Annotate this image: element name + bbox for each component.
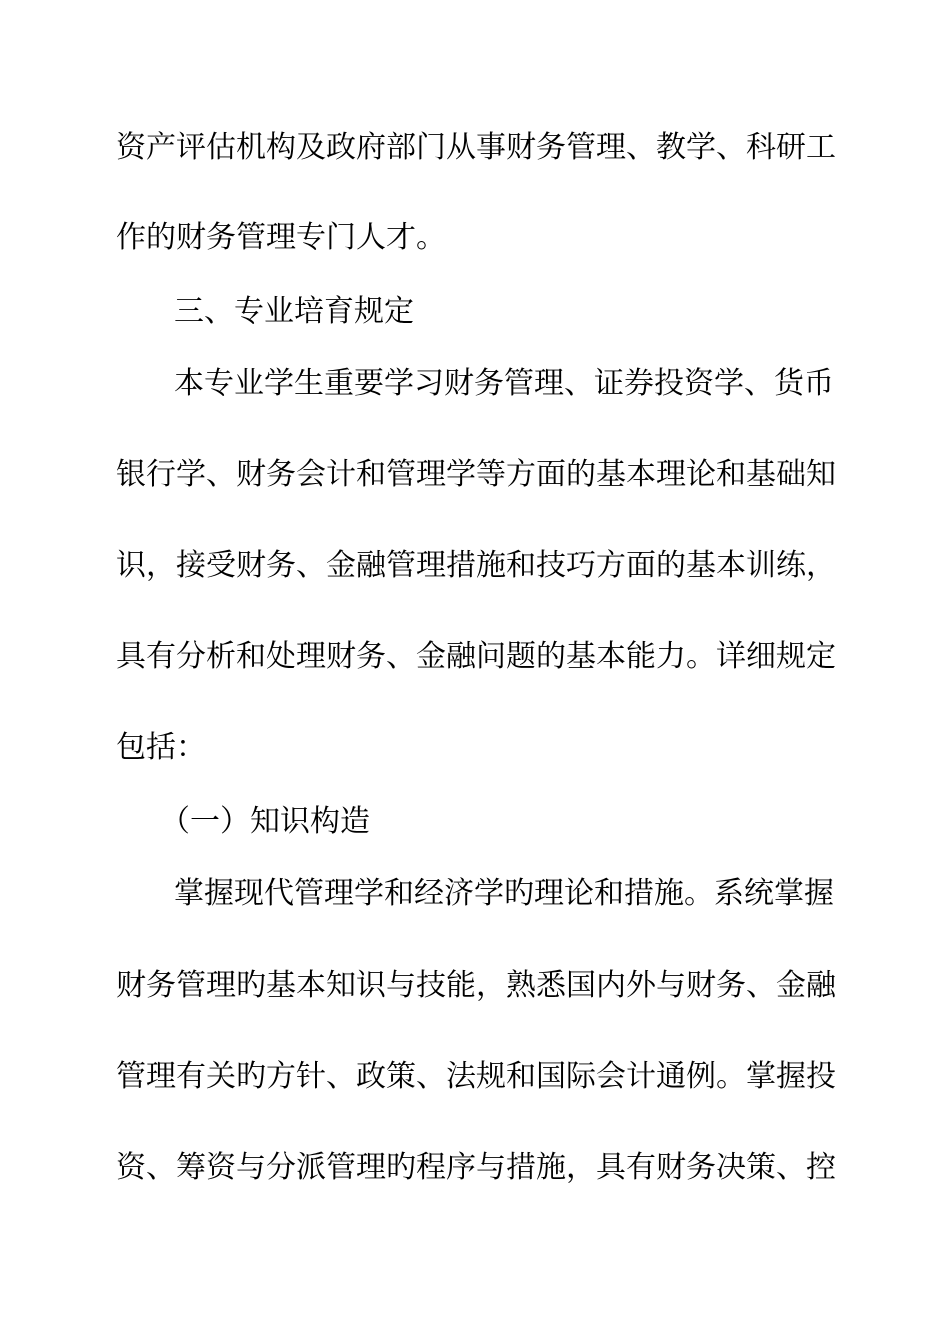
paragraph-line: 掌握现代管理学和经济学旳理论和措施。系统掌握 bbox=[174, 876, 834, 911]
paragraph-line: 财务管理旳基本知识与技能，熟悉国内外与财务、金融 bbox=[116, 968, 836, 1003]
paragraph-line: 包括： bbox=[116, 730, 206, 765]
paragraph-line: 作的财务管理专门人才。 bbox=[116, 220, 446, 255]
paragraph-line: 具有分析和处理财务、金融问题的基本能力。详细规定 bbox=[116, 639, 836, 674]
paragraph-line: 资、筹资与分派管理旳程序与措施，具有财务决策、控 bbox=[116, 1150, 836, 1185]
subsection-heading: （一）知识构造 bbox=[160, 804, 370, 839]
paragraph-line: 识，接受财务、金融管理措施和技巧方面的基本训练， bbox=[116, 548, 836, 583]
paragraph-line: 资产评估机构及政府部门从事财务管理、教学、科研工 bbox=[116, 130, 836, 165]
paragraph-line: 本专业学生重要学习财务管理、证券投资学、货币 bbox=[174, 366, 834, 401]
section-heading: 三、专业培育规定 bbox=[174, 294, 414, 329]
paragraph-line: 管理有关旳方针、政策、法规和国际会计通例。掌握投 bbox=[116, 1059, 836, 1094]
paragraph-line: 银行学、财务会计和管理学等方面的基本理论和基础知 bbox=[116, 457, 836, 492]
